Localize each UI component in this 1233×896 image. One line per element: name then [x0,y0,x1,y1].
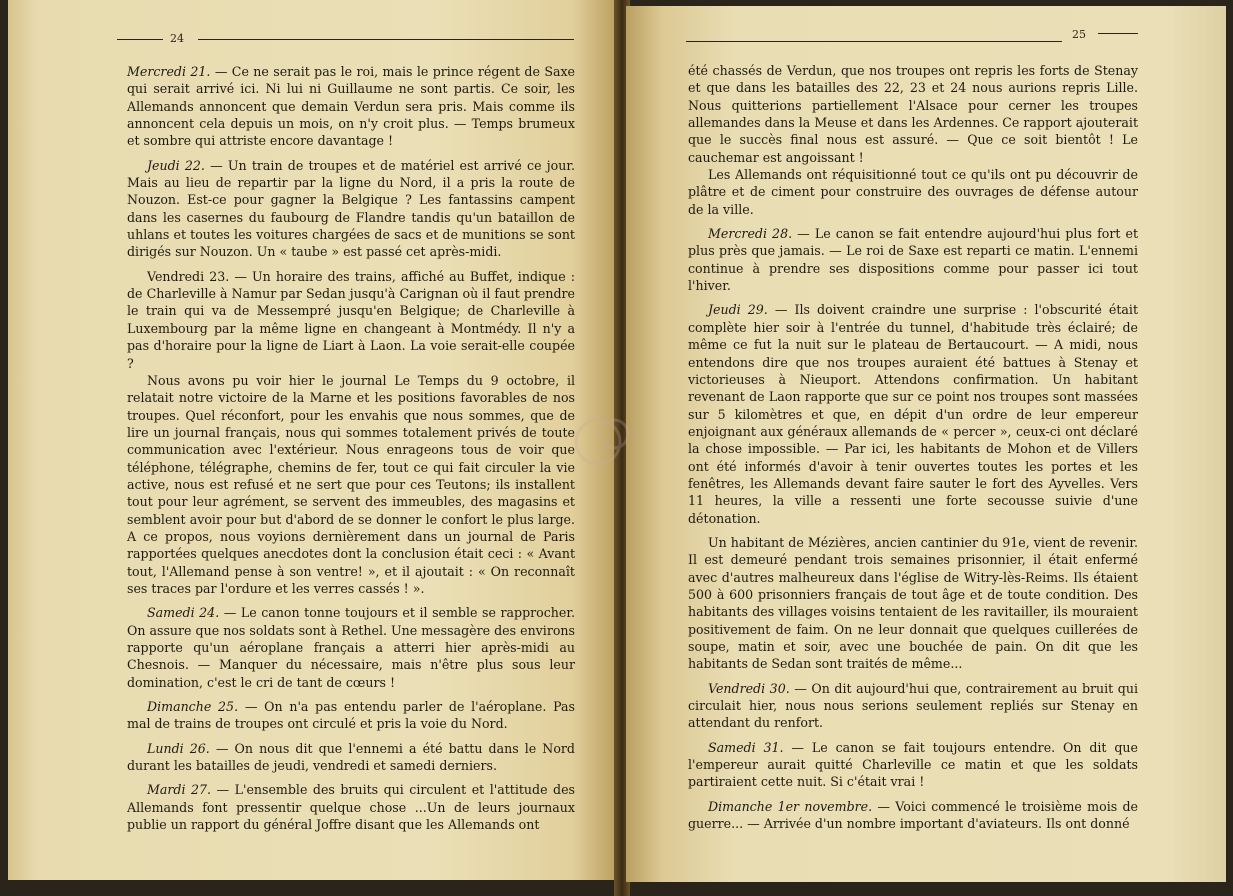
entry-text: — Voici commencé le troisième mois de guerre... — Arrivée d'un nombre important d'aviateurs. Ils ont donné [688,798,1138,832]
entry [127,740,575,775]
right-page [626,6,1226,882]
entry-text: Nous avons pu voir hier le journal Le Temps du 9 octobre, il relatait notre victoire de la Marne et les positions favorables de nos troupes. Quel réconfort, pour les envahis que nous sommes, que de lire un journal français, nous qui sommes totalement privés de toute communication avec l'extérieur. Nous enrageons tous de voir que téléphone, télégraphe, chemins de fer, tout ce qui fait circuler la vie active, nous est refusé et ne sert que pour ces Teutons; ils installent tout pour leur agrément, se servent des immeubles, des magasins et semblent avoir pour but d'abord de se donner le confort le plus large. A ce propos, nous voyions dernièrement dans un journal de Paris rapportées quelques anecdotes dont la conclusion était ceci : « Avant tout, l'Allemand pense à son ventre! », et il ajoutait : « On reconnaît ses traces par l'ordure et les verres cassés ! ». [127,372,575,596]
entry-date: Mardi 27. [147,782,212,798]
entry-date: Jeudi 29. [708,302,768,318]
entry [127,63,575,150]
entry-text: — Ce ne serait pas le roi, mais le prince régent de Saxe qui serait arrivé ici. Ni lui ni Guillaume ne sont partis. Ce soir, les Allemands annoncent que demain Verdun sera pris. Mais comme ils annoncent cela depuis un mois, on n'y croit plus. — Temps brumeux et sombre qui attriste encore davantage ! [127,64,576,149]
entry-text: — On nous dit que l'ennemi a été battu dans le Nord durant les batailles de jeudi, vendredi et samedi derniers. [127,740,575,774]
entry [127,781,575,833]
left-page [8,0,620,880]
entry [688,166,1138,218]
entry-text: Un habitant de Mézières, ancien cantinier du 91e, vient de revenir. Il est demeuré pendant trois semaines prisonnier, il était enfermé avec d'autres malheureux dans l'église de Witry-lès-Reims. Ils étaient 500 à 600 prisonniers français de tout âge et de toute condition. Des habitants des villages voisins tentaient de les ravitailler, ils mouraient positivement de faim. On ne leur donnait que quelques cuillerées de soupe, matin et soir, avec une bouchée de pain. On dit que les habitants de Sedan sont traités de même... [688,534,1138,672]
entry-text: Les Allemands ont réquisitionné tout ce qu'ils ont pu découvrir de plâtre et de ciment pour construire des ouvrages de défense autour de la ville. [688,167,1138,217]
header-rule-left [686,41,1062,42]
header-rule-right [198,39,574,40]
entry-text: — Le canon tonne toujours et il semble se rapprocher. On assure que nos soldats sont à Rethel. Une messagère des environs rapporte qu'un aéroplane français a atterri hier après-midi au Chesnois. — Manquer du nécessaire, mais n'être plus sous leur domination, c'est le cri de tant de cœurs ! [127,605,575,690]
entry-text: — Le canon se fait entendre aujourd'hui plus fort et plus près que jamais. — Le roi de Saxe est reparti ce matin. L'ennemi continue à prendre ses dispositions comme pour passer ici tout l'hiver. [688,226,1139,294]
entry-text: — Le canon se fait toujours entendre. On dit que l'empereur aurait quitté Charleville ce matin et que les soldats partiraient cette nuit. Si c'était vrai ! [688,739,1138,790]
entry-date: Dimanche 1er novembre. [708,798,873,814]
entry [688,680,1138,732]
entry [688,534,1138,673]
entry [688,798,1138,833]
entry [688,62,1138,166]
entry-date: Samedi 31. [708,739,784,755]
entry-date: Lundi 26. [147,740,210,756]
entry [688,301,1138,526]
entry-date: Mercredi 21. [127,64,211,79]
entry-text: — On n'a pas entendu parler de l'aéroplane. Pas mal de trains de troupes ont circulé et pris la voie du Nord. [127,699,575,732]
entry [127,372,575,597]
page-number-left: 24 [170,32,184,45]
entry-text: été chassés de Verdun, que nos troupes ont repris les forts de Stenay et que dans les batailles des 22, 23 et 24 nous aurions repris Lille. Nous quitterions partiellement l'Alsace pour cerner les troupes allemandes dans la Meuse et dans les Ardennes. Ce rapport ajouterait que le succès final nous est assuré. — Que ce soit bientôt ! Le cauchemar est angoissant ! [688,63,1138,165]
entry [688,739,1138,791]
entry [127,698,575,733]
entry [127,604,575,691]
entry-text: — Ils doivent craindre une surprise : l'obscurité était complète hier soir à l'entrée du tunnel, d'habitude très éclairé; de même ce fut la nuit sur le plateau de Bertaucourt. — A midi, nous entendons dire que nos troupes auraient été battues à Stenay et victorieuses à Nieuport. Attendons confirmation. Un habitant revenant de Laon rapporte que sur ce point nos troupes sont massées sur 5 kilomètres et que, en dépit d'un ordre de leur empereur enjoignant aux généraux allemands de « percer », ceux-ci ont déclaré la chose impossible. — Par ici, les habitants de Mohon et de Villers ont été informés d'avoir à tenir ouvertes toutes les portes et les fenêtres, les Allemands devant faire sauter le fort des Ayvelles. Vers 11 heures, la ville a ressenti une forte secousse suivie d'une détonation. [688,302,1138,526]
page-number-right: 25 [1072,28,1086,41]
entry-date: Jeudi 22. [147,157,205,173]
entry-text: Vendredi 23. — Un horaire des trains, affiché au Buffet, indique : de Charleville à Namur par Sedan jusqu'à Carignan où il faut prendre le train qui va de Messempré jusqu'en Belgique; de Charleville à Luxembourg par la même ligne en changeant à Montmédy. Il n'y a pas d'horaire pour la ligne de Liart à Laon. La voie serait-elle coupée ? [127,268,575,371]
header-rule-left [117,39,163,40]
right-page-text [688,62,1138,839]
library-stamp [568,410,640,472]
entry-text: — On dit aujourd'hui que, contrairement au bruit qui circulait hier, nous nous serions seulement repliés sur Stenay en attendant du renfort. [688,680,1138,731]
entry-date: Samedi 24. [147,605,220,621]
entry [688,225,1138,294]
entry [127,268,575,372]
entry-date: Dimanche 25. [147,699,239,715]
entry-date: Mercredi 28. [708,226,793,242]
entry-text: — L'ensemble des bruits qui circulent et l'attitude des Allemands font pressentir quelque chose ...Un de leurs journaux publie un rapport du général Joffre disant que les Allemands ont [127,782,576,833]
header-rule-right [1098,33,1138,34]
left-page-text [127,63,575,840]
entry-text: — Un train de troupes et de matériel est arrivé ce jour. Mais au lieu de repartir par la ligne du Nord, il a pris la route de Nouzon. Est-ce pour gagner la Belgique ? Les fantassins campent dans les casernes du faubourg de Flandre tandis qu'un bataillon de uhlans et toutes les voitures chargées de sacs et de munitions se sont dirigés sur Nouzon. Un « taube » est passé cet après-midi. [127,157,575,260]
entry [127,157,575,261]
entry-date: Vendredi 30. [708,680,790,696]
